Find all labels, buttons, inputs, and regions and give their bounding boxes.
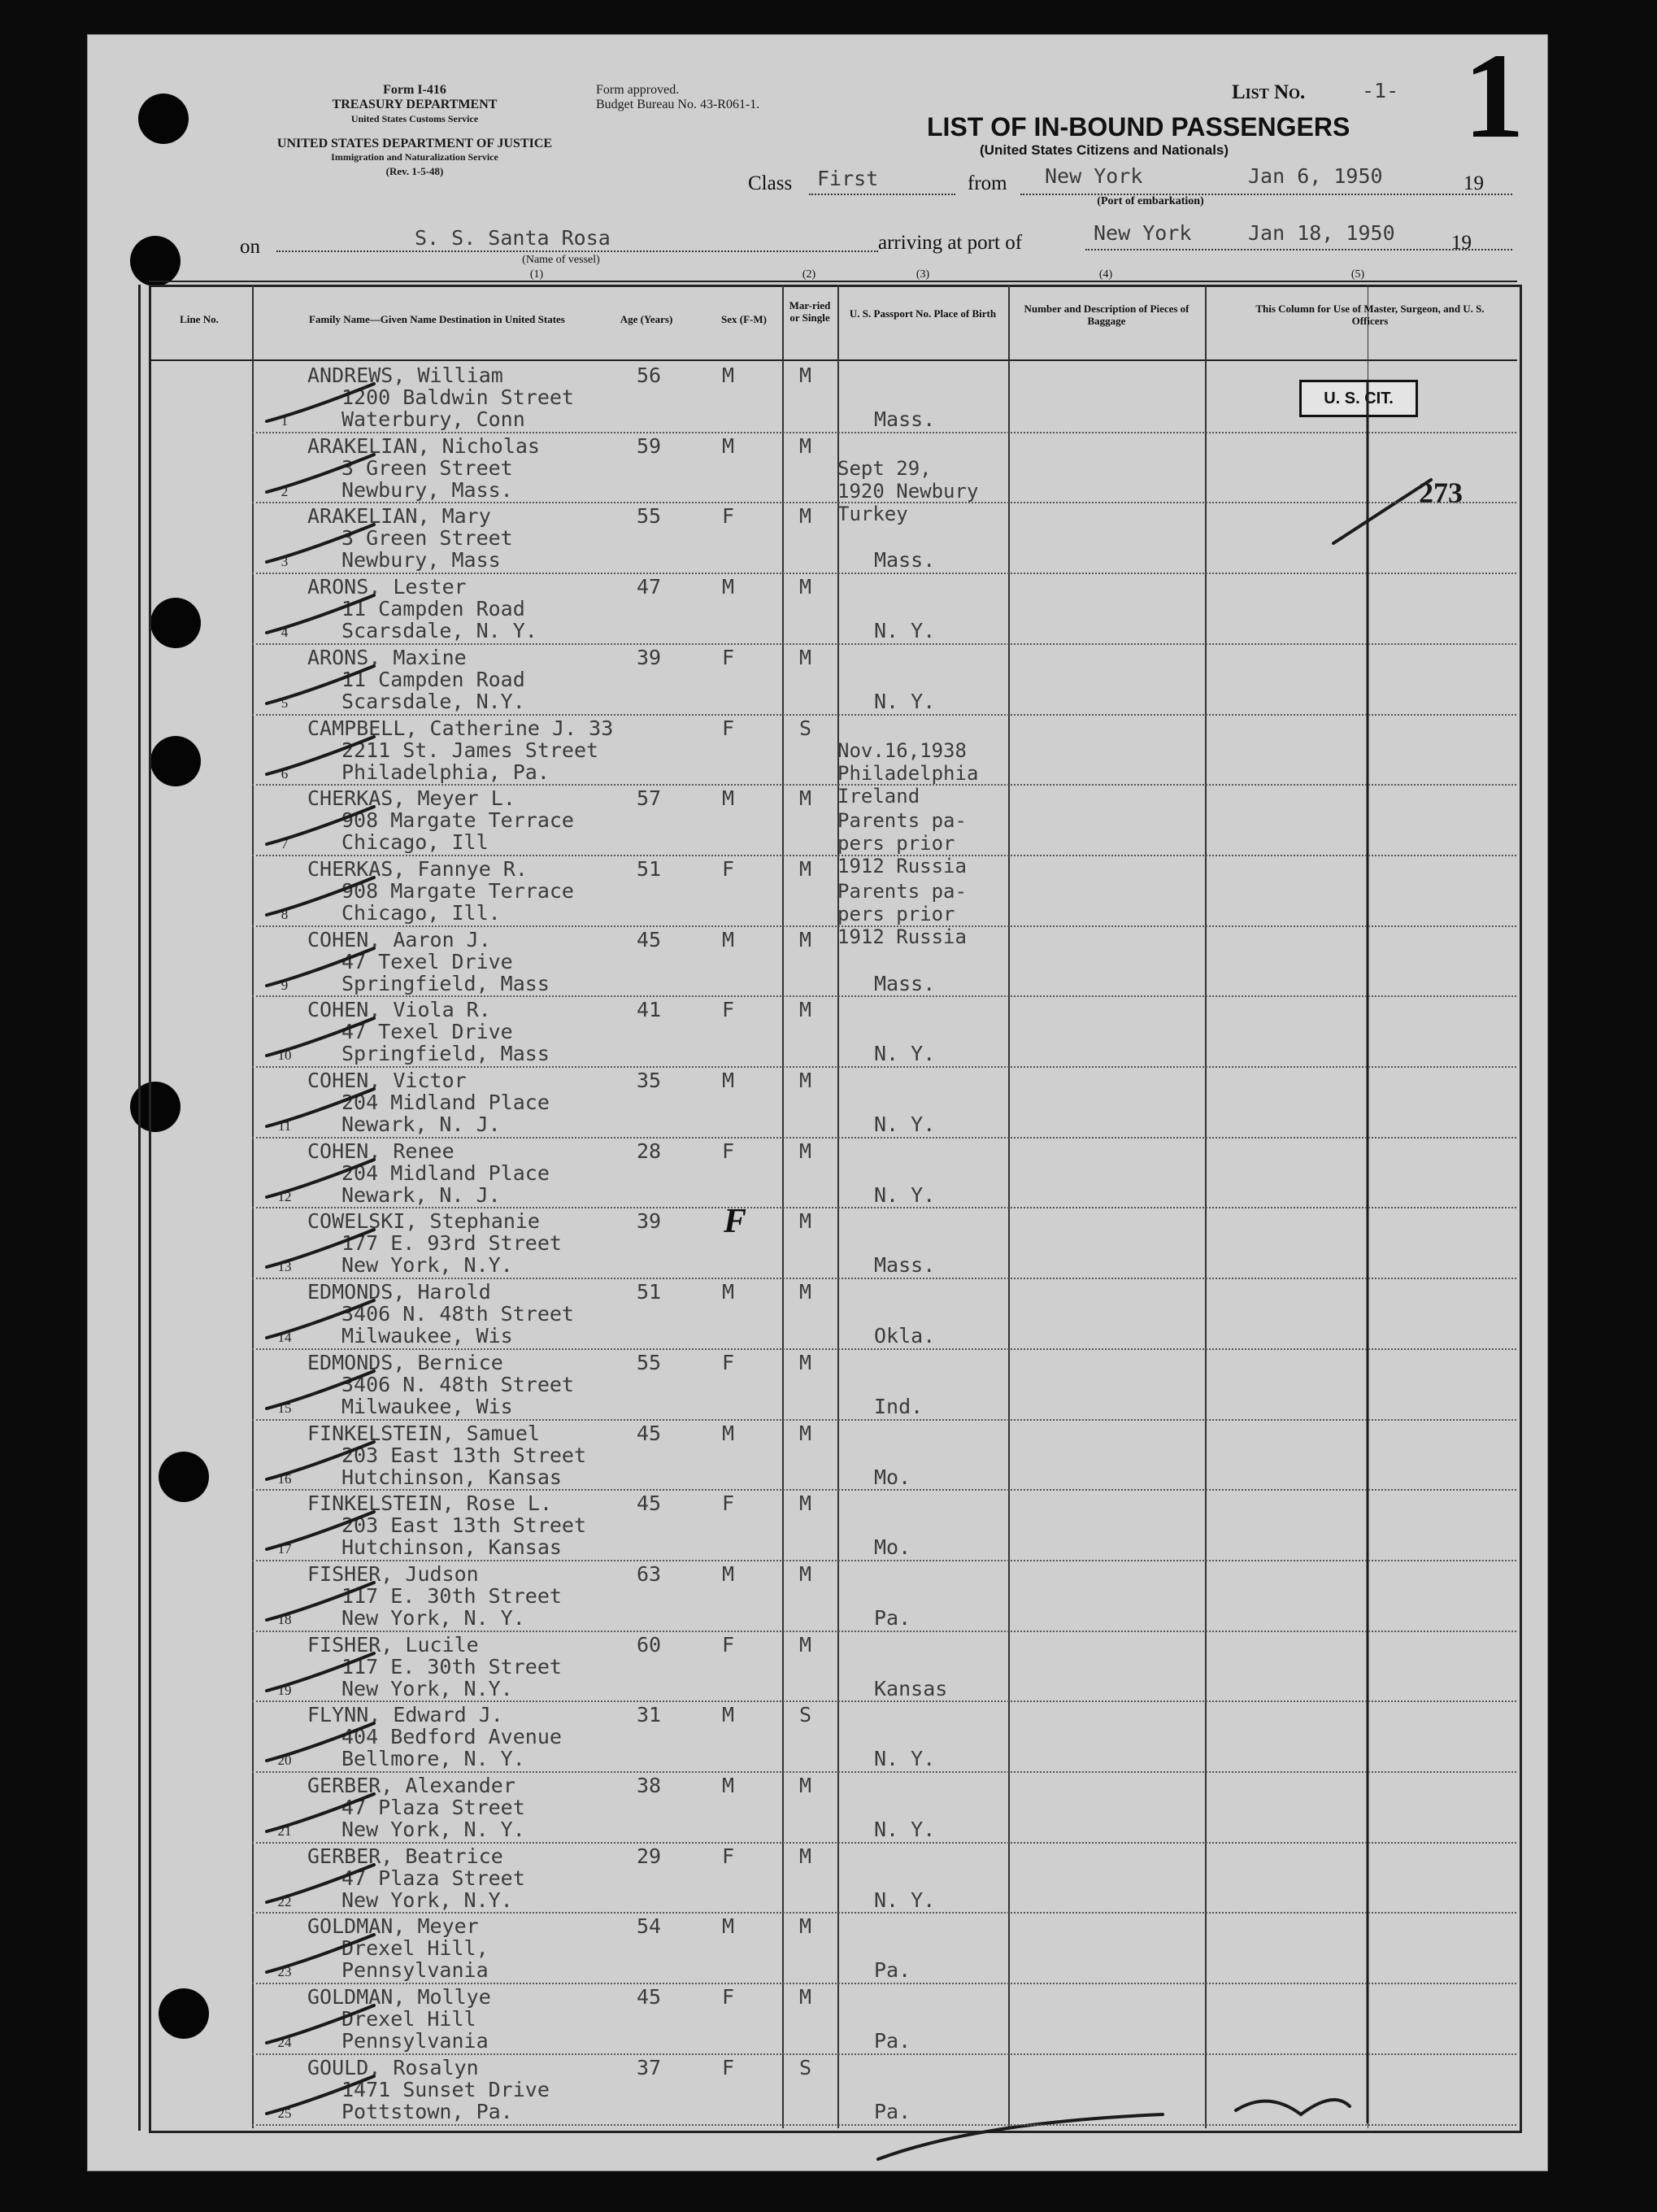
handwritten-sex-13: F	[724, 1203, 747, 1240]
check-mark-icon	[260, 2071, 382, 2120]
row-separator	[252, 1983, 1516, 1984]
marital-status: S	[799, 716, 812, 740]
line-number: 25	[277, 2105, 292, 2121]
check-mark-icon	[260, 450, 382, 499]
colnum-3: (3)	[915, 268, 930, 281]
passenger-name: FISHER, Judson	[307, 1561, 479, 1586]
line-number: 22	[277, 1893, 292, 1909]
passenger-age: 47	[637, 575, 662, 599]
justice-dept: UNITED STATES DEPARTMENT OF JUSTICE	[276, 137, 553, 150]
budget-bureau: Budget Bureau No. 43-R061-1.	[596, 98, 760, 111]
row-separator	[252, 1912, 1516, 1914]
place-of-birth: Kansas	[874, 1676, 948, 1700]
destination-line-2: Newbury, Mass	[341, 548, 501, 573]
check-mark-icon	[260, 1225, 382, 1274]
check-mark-icon	[260, 1930, 382, 1979]
check-mark-icon	[260, 802, 382, 851]
class-value: First	[817, 167, 879, 190]
passenger-name: COHEN, Aaron J.	[307, 927, 491, 951]
row-separator	[252, 643, 1516, 645]
passenger-sex: F	[722, 998, 735, 1022]
destination-line-1: 47 Plaza Street	[341, 1866, 525, 1890]
passenger-age: 63	[637, 1561, 662, 1586]
from-label: from	[968, 172, 1007, 194]
passenger-name: FISHER, Lucile	[307, 1632, 479, 1657]
check-mark-icon	[260, 1648, 382, 1697]
check-mark-icon	[260, 732, 382, 781]
check-mark-icon	[260, 1155, 382, 1204]
destination-line-2: New York, N.Y.	[341, 1676, 513, 1700]
destination-line-2: Scarsdale, N.Y.	[341, 689, 525, 713]
destination-line-1: 908 Margate Terrace	[341, 808, 574, 833]
destination-line-2: Springfield, Mass	[341, 971, 550, 995]
destination-line-2: New York, N. Y.	[341, 1818, 525, 1841]
signature-stroke	[878, 2114, 1163, 2159]
destination-line-1: 11 Campden Road	[341, 667, 525, 691]
colnum-2: (2)	[802, 268, 816, 281]
destination-line-2: Newark, N. J.	[341, 1182, 501, 1207]
treasury-dept: TREASURY DEPARTMENT	[332, 98, 498, 111]
col-sex: Sex (F-M)	[721, 313, 767, 325]
on-label: on	[240, 236, 260, 258]
passenger-name: GOLDMAN, Meyer	[307, 1914, 479, 1939]
line-number: 12	[277, 1188, 292, 1204]
place-of-birth: Sept 29, 1920 Newbury Turkey	[837, 456, 979, 525]
check-mark-icon	[260, 1578, 382, 1626]
passenger-sex: M	[722, 364, 735, 387]
row-separator	[252, 1842, 1516, 1844]
col-married: Mar-ried or Single	[789, 299, 831, 324]
arriving-label: arriving at port of	[878, 232, 1023, 254]
marital-status: M	[799, 1914, 812, 1939]
destination-line-2: Chicago, Ill	[341, 830, 489, 855]
place-of-birth: Mass.	[874, 548, 936, 573]
passenger-sex: M	[722, 786, 735, 811]
line-number: 9	[281, 977, 289, 993]
row-separator	[252, 1489, 1516, 1491]
place-of-birth: N. Y.	[874, 1042, 936, 1066]
passenger-name: GOULD, Rosalyn	[307, 2055, 479, 2079]
passenger-name: FLYNN, Edward J.	[307, 1703, 503, 1727]
row-separator	[252, 573, 1516, 574]
check-mark-icon	[260, 1084, 382, 1133]
destination-line-2: Pottstown, Pa.	[341, 2099, 513, 2123]
passenger-age: 55	[637, 1350, 662, 1374]
check-mark-icon	[260, 520, 382, 568]
destination-line-1: 11 Campden Road	[341, 597, 525, 621]
passenger-sex: F	[722, 1632, 735, 1657]
row-separator	[252, 1137, 1516, 1139]
list-no-value: -1-	[1362, 79, 1399, 102]
place-of-birth: Pa.	[874, 1605, 911, 1630]
destination-line-1: 47 Plaza Street	[341, 1796, 525, 1819]
passenger-name: COWELSKI, Stephanie	[307, 1209, 540, 1234]
check-mark-icon	[260, 1437, 382, 1486]
passenger-sex: M	[722, 1914, 735, 1939]
place-of-birth: Okla.	[874, 1324, 936, 1348]
ins-line: Immigration and Naturalization Service	[331, 151, 498, 163]
port-caption: (Port of embarkation)	[1097, 195, 1204, 207]
page-title: LIST OF IN-BOUND PASSENGERS	[927, 112, 1350, 142]
arrival-date: Jan 18, 1950	[1248, 221, 1395, 245]
passenger-age: 59	[637, 433, 662, 458]
destination-line-2: Hutchinson, Kansas	[341, 1535, 562, 1560]
line-number: 23	[277, 1964, 292, 1980]
check-mark-icon	[260, 379, 382, 428]
marital-status: M	[799, 575, 812, 599]
marital-status: S	[799, 2055, 812, 2079]
line-number: 16	[277, 1470, 292, 1487]
passenger-name: EDMONDS, Bernice	[307, 1350, 503, 1374]
destination-line-1: 1200 Baldwin Street	[341, 385, 574, 409]
destination-line-1: 117 E. 30th Street	[341, 1654, 562, 1679]
passenger-name: ANDREWS, William	[307, 364, 503, 387]
destination-line-1: 2211 St. James Street	[341, 738, 599, 762]
row-separator	[252, 1348, 1516, 1350]
annotation-273: 273	[1419, 477, 1463, 509]
marital-status: M	[799, 1421, 812, 1445]
destination-line-2: Springfield, Mass	[341, 1042, 550, 1066]
destination-line-2: Newark, N. J.	[341, 1113, 501, 1136]
marital-status: M	[799, 1139, 812, 1163]
line-number: 4	[281, 625, 289, 641]
line-number: 20	[277, 1753, 292, 1769]
vessel-caption: (Name of vessel)	[522, 254, 600, 266]
place-of-birth: N. Y.	[874, 1113, 936, 1136]
destination-line-2: Pennsylvania	[341, 2029, 489, 2053]
place-of-birth: Ind.	[874, 1394, 924, 1418]
passenger-sex: F	[722, 645, 735, 669]
passenger-age: 51	[637, 1280, 662, 1304]
destination-line-2: Chicago, Ill.	[341, 900, 501, 925]
place-of-birth: N. Y.	[874, 1182, 936, 1207]
from-port: New York	[1045, 164, 1143, 188]
col-passport: U. S. Passport No. Place of Birth	[849, 307, 997, 320]
passenger-sex: F	[722, 2055, 735, 2079]
passenger-name: GERBER, Alexander	[307, 1774, 515, 1797]
destination-line-1: 117 E. 30th Street	[341, 1583, 562, 1608]
check-mark-icon	[260, 2001, 382, 2049]
form-number: Form I-416	[383, 83, 446, 97]
check-mark-icon	[260, 1789, 382, 1838]
from-date: Jan 6, 1950	[1248, 164, 1383, 188]
destination-line-2: Newbury, Mass.	[341, 477, 513, 502]
passenger-name: COHEN, Victor	[307, 1069, 467, 1092]
arrival-port: New York	[1094, 221, 1192, 245]
destination-line-2: New York, N. Y.	[341, 1605, 525, 1630]
row-separator	[252, 502, 1516, 503]
passenger-sex: M	[722, 1561, 735, 1586]
passenger-age: 39	[637, 1209, 662, 1234]
line-number: 7	[281, 836, 289, 852]
line-number: 17	[277, 1541, 292, 1557]
passenger-age: 38	[637, 1774, 662, 1797]
line-number: 11	[277, 1118, 292, 1134]
check-mark-icon	[260, 1013, 382, 1062]
destination-line-1: 203 East 13th Street	[341, 1443, 587, 1467]
class-label: Class	[748, 172, 793, 194]
place-of-birth: Pa.	[874, 2099, 911, 2123]
passenger-name: COHEN, Viola R.	[307, 998, 491, 1022]
row-separator	[252, 1560, 1516, 1561]
line-number: 5	[281, 695, 289, 711]
line-number: 15	[277, 1400, 292, 1416]
marital-status: M	[799, 998, 812, 1022]
destination-line-2: Milwaukee, Wis	[341, 1324, 513, 1348]
check-mark-icon	[260, 1507, 382, 1556]
check-mark-icon	[260, 590, 382, 639]
passenger-age: 37	[637, 2055, 662, 2079]
destination-line-1: 203 East 13th Street	[341, 1513, 587, 1538]
check-mark-icon	[260, 1860, 382, 1909]
row-separator	[252, 2053, 1516, 2055]
passenger-name: FINKELSTEIN, Rose L.	[307, 1491, 553, 1516]
destination-line-2: Bellmore, N. Y.	[341, 1747, 525, 1771]
place-of-birth: Pa.	[874, 1958, 911, 1983]
passenger-age: 45	[637, 927, 662, 951]
marital-status: M	[799, 504, 812, 529]
destination-line-1: Drexel Hill,	[341, 1936, 489, 1961]
passenger-sex: M	[722, 927, 735, 951]
destination-line-1: 204 Midland Place	[341, 1160, 550, 1185]
passenger-age: 57	[637, 786, 662, 811]
passenger-sex: F	[722, 1350, 735, 1374]
passenger-sex: F	[722, 716, 735, 740]
destination-line-1: 177 E. 93rd Street	[341, 1231, 562, 1256]
passenger-sex: M	[722, 1421, 735, 1445]
passenger-age: 56	[637, 364, 662, 387]
check-mark-icon	[260, 1718, 382, 1767]
line-number: 13	[277, 1259, 292, 1275]
passenger-age: 39	[637, 645, 662, 669]
row-separator	[252, 1700, 1516, 1702]
passenger-name: CAMPBELL, Catherine J. 33	[307, 716, 614, 740]
passenger-name: CHERKAS, Meyer L.	[307, 786, 515, 811]
row-separator	[252, 1066, 1516, 1068]
marital-status: M	[799, 1844, 812, 1868]
destination-line-2: Pennsylvania	[341, 1958, 489, 1983]
passenger-age: 28	[637, 1139, 662, 1163]
colnum-1: (1)	[529, 268, 544, 281]
row-separator	[252, 1419, 1516, 1421]
passenger-age: 35	[637, 1069, 662, 1092]
place-of-birth: N. Y.	[874, 689, 936, 713]
destination-line-2: New York, N.Y.	[341, 1253, 513, 1278]
place-of-birth: Mass.	[874, 1253, 936, 1278]
big-page-number: 1	[1463, 28, 1524, 163]
us-citizen-stamp: U. S. CIT.	[1299, 380, 1418, 417]
passenger-name: ARAKELIAN, Mary	[307, 504, 491, 529]
line-number: 1	[281, 413, 289, 429]
marital-status: M	[799, 1985, 812, 2010]
line-number: 2	[281, 483, 289, 499]
place-of-birth: Parents pa- pers prior 1912 Russia	[837, 879, 967, 948]
line-number: 8	[281, 906, 289, 922]
line-number: 24	[277, 2035, 292, 2051]
passenger-sex: F	[722, 1491, 735, 1516]
place-of-birth: Nov.16,1938 Philadelphia Ireland	[837, 738, 979, 808]
destination-line-1: 47 Texel Drive	[341, 949, 513, 973]
revision: (Rev. 1-5-48)	[385, 165, 444, 177]
destination-line-1: 1471 Sunset Drive	[341, 2077, 550, 2101]
passenger-age: 31	[637, 1703, 662, 1727]
marital-status: M	[799, 1632, 812, 1657]
year-suffix-1: 19	[1463, 172, 1484, 194]
passenger-name: ARONS, Lester	[307, 575, 467, 599]
check-mark-icon	[260, 1366, 382, 1415]
marital-status: M	[799, 645, 812, 669]
destination-line-1: 404 Bedford Avenue	[341, 1725, 562, 1749]
row-separator	[252, 1631, 1516, 1632]
passenger-name: COHEN, Renee	[307, 1139, 454, 1163]
marital-status: M	[799, 1280, 812, 1304]
place-of-birth: Mo.	[874, 1535, 911, 1560]
marital-status: M	[799, 927, 812, 951]
passenger-sex: M	[722, 1703, 735, 1727]
marital-status: M	[799, 1774, 812, 1797]
marital-status: M	[799, 1209, 812, 1234]
passenger-name: ARAKELIAN, Nicholas	[307, 433, 540, 458]
line-number: 10	[277, 1047, 292, 1064]
passenger-name: ARONS, Maxine	[307, 645, 467, 669]
row-separator	[252, 1207, 1516, 1208]
passenger-sex: F	[722, 1139, 735, 1163]
list-no-label: List No.	[1232, 81, 1306, 103]
passenger-sex: M	[722, 1069, 735, 1092]
marital-status: M	[799, 1350, 812, 1374]
destination-line-1: 204 Midland Place	[341, 1091, 550, 1114]
row-separator	[252, 2124, 1516, 2126]
row-separator	[252, 855, 1516, 856]
vessel-name: S. S. Santa Rosa	[415, 226, 611, 250]
passenger-name: EDMONDS, Harold	[307, 1280, 491, 1304]
passenger-sex: M	[722, 1774, 735, 1797]
place-of-birth: Parents pa- pers prior 1912 Russia	[837, 809, 967, 878]
line-number: 21	[277, 1823, 292, 1839]
destination-line-2: Milwaukee, Wis	[341, 1394, 513, 1418]
passenger-name: GERBER, Beatrice	[307, 1844, 503, 1868]
destination-line-1: 3 Green Street	[341, 455, 513, 480]
passenger-sex: F	[722, 856, 735, 881]
place-of-birth: N. Y.	[874, 1818, 936, 1841]
destination-line-1: 908 Margate Terrace	[341, 878, 574, 903]
passenger-name: GOLDMAN, Mollye	[307, 1985, 491, 2010]
passenger-sex: F	[722, 1844, 735, 1868]
place-of-birth: Mo.	[874, 1465, 911, 1489]
check-mark-icon	[260, 1295, 382, 1344]
marital-status: M	[799, 1069, 812, 1092]
line-number: 19	[277, 1682, 292, 1698]
destination-line-2: Waterbury, Conn	[341, 407, 525, 431]
place-of-birth: Mass.	[874, 971, 936, 995]
row-separator	[252, 995, 1516, 997]
col-baggage: Number and Description of Pieces of Baggage	[1024, 303, 1189, 327]
customs-service: United States Customs Service	[350, 113, 479, 124]
passenger-age: 54	[637, 1914, 662, 1939]
page-subtitle: (United States Citizens and Nationals)	[980, 142, 1229, 158]
destination-line-2: Scarsdale, N. Y.	[341, 619, 537, 643]
passenger-age: 45	[637, 1491, 662, 1516]
passenger-name: FINKELSTEIN, Samuel	[307, 1421, 540, 1445]
marital-status: M	[799, 364, 812, 387]
line-number: 3	[281, 554, 289, 570]
colnum-4: (4)	[1098, 268, 1113, 281]
col-officers: This Column for Use of Master, Surgeon, and U. S. Officers	[1255, 303, 1485, 327]
row-separator	[252, 714, 1516, 716]
line-number: 14	[277, 1330, 292, 1346]
passenger-age: 51	[637, 856, 662, 881]
destination-line-1: Drexel Hill	[341, 2007, 476, 2031]
passenger-sex: M	[722, 575, 735, 599]
year-suffix-2: 19	[1451, 232, 1472, 254]
destination-line-1: 3406 N. 48th Street	[341, 1302, 574, 1326]
check-mark-icon	[260, 873, 382, 921]
destination-line-1: 3 Green Street	[341, 526, 513, 551]
passenger-age: 60	[637, 1632, 662, 1657]
row-separator	[252, 784, 1516, 786]
marital-status: M	[799, 1491, 812, 1516]
marital-status: M	[799, 1561, 812, 1586]
col-age: Age (Years)	[620, 313, 673, 325]
line-number: 6	[281, 765, 289, 782]
passenger-age: 55	[637, 504, 662, 529]
initials-stroke	[1236, 2100, 1350, 2114]
passenger-sex: F	[722, 1985, 735, 2010]
row-separator	[252, 1771, 1516, 1773]
check-mark-icon	[260, 943, 382, 992]
line-number: 18	[277, 1611, 292, 1627]
place-of-birth: N. Y.	[874, 619, 936, 643]
passenger-sex: M	[722, 433, 735, 458]
col-line-no: Line No.	[180, 313, 219, 325]
row-separator	[252, 1278, 1516, 1279]
place-of-birth: Mass.	[874, 407, 936, 431]
passenger-age: 45	[637, 1421, 662, 1445]
destination-line-2: New York, N.Y.	[341, 1888, 513, 1912]
marital-status: M	[799, 856, 812, 881]
check-stroke	[1333, 480, 1431, 543]
row-separator	[252, 432, 1516, 433]
destination-line-1: 47 Texel Drive	[341, 1020, 513, 1044]
colnum-5: (5)	[1350, 268, 1365, 281]
form-approved: Form approved.	[596, 83, 680, 97]
col-name: Family Name—Given Name Destination in United States	[309, 313, 565, 325]
destination-line-1: 3406 N. 48th Street	[341, 1372, 574, 1396]
row-separator	[252, 925, 1516, 927]
check-mark-icon	[260, 661, 382, 710]
place-of-birth: N. Y.	[874, 1747, 936, 1771]
destination-line-2: Philadelphia, Pa.	[341, 760, 550, 784]
passenger-sex: F	[722, 504, 735, 529]
marital-status: M	[799, 433, 812, 458]
marital-status: S	[799, 1703, 812, 1727]
passenger-sex: M	[722, 1280, 735, 1304]
place-of-birth: N. Y.	[874, 1888, 936, 1912]
marital-status: M	[799, 786, 812, 811]
passenger-age: 41	[637, 998, 662, 1022]
destination-line-2: Hutchinson, Kansas	[341, 1465, 562, 1489]
passenger-name: CHERKAS, Fannye R.	[307, 856, 528, 881]
passenger-age: 29	[637, 1844, 662, 1868]
place-of-birth: Pa.	[874, 2029, 911, 2053]
passenger-age: 45	[637, 1985, 662, 2010]
